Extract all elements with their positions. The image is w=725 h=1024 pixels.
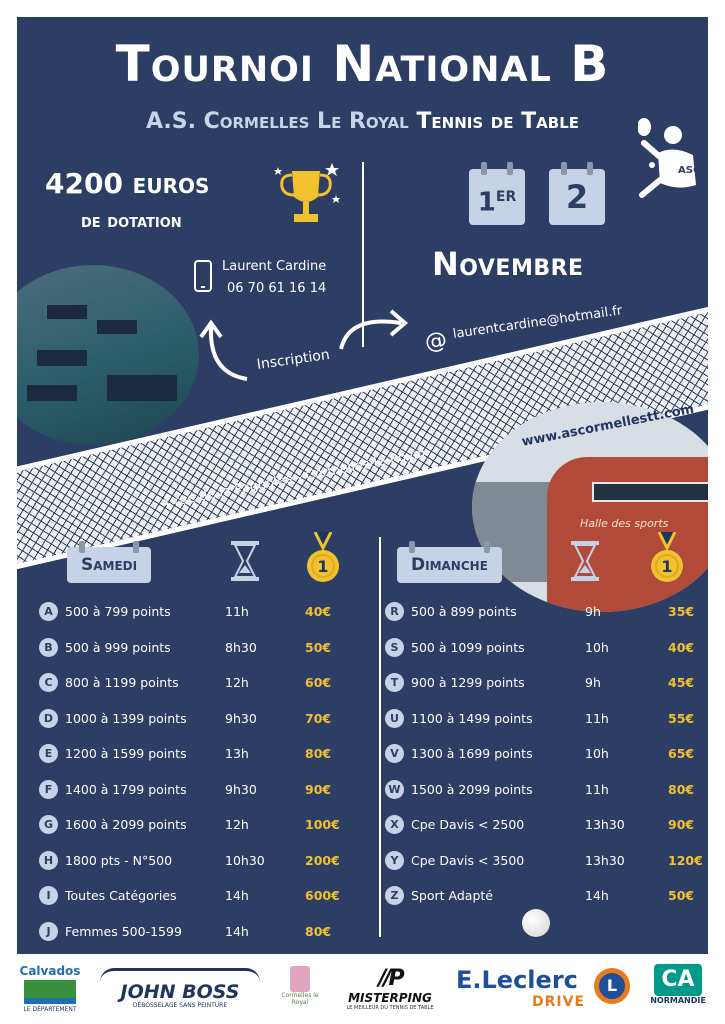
hourglass-icon xyxy=(229,540,261,582)
hourglass-icon xyxy=(569,540,601,582)
calvados-logo: Calvados LE DÉPARTEMENT xyxy=(19,964,81,1013)
page-title: Tournoi National B xyxy=(115,35,610,93)
gold-medal-icon xyxy=(649,532,685,588)
table-row: C 800 à 1199 points 12h 60€ xyxy=(39,670,359,706)
player-logo-text: ASC xyxy=(678,165,701,176)
hall-sign: Halle des sports xyxy=(580,517,669,530)
inscription-label: Inscription xyxy=(255,346,331,373)
club-name: A.S. Cormelles Le Royal xyxy=(145,109,409,134)
leclerc-drive-logo: E.Leclerc DRIVE L xyxy=(456,966,632,1010)
calendar-day-1: 1ER xyxy=(469,169,525,225)
misterping-logo: //P MISTERPING LE MEILLEUR DU TENNIS DE TABLE xyxy=(346,966,434,1011)
sport-name: Tennis de Table xyxy=(416,109,580,134)
table-row: A 500 à 799 points 11h 40€ xyxy=(39,599,359,635)
arrow-right-icon xyxy=(335,307,415,357)
sponsor-bar xyxy=(0,958,725,1024)
saturday-badge: Samedi xyxy=(67,547,151,583)
prize-label: de dotation xyxy=(81,210,182,232)
table-row: E 1200 à 1599 points 13h 80€ xyxy=(39,741,359,777)
table-row: Z Sport Adapté 14h 50€ xyxy=(385,883,705,919)
website-link[interactable]: www.ascormellestt.com xyxy=(520,401,696,450)
table-row: U 1100 à 1499 points 11h 55€ xyxy=(385,706,705,742)
table-row: Y Cpe Davis < 3500 13h30 120€ xyxy=(385,848,705,884)
table-row: R 500 à 899 points 9h 35€ xyxy=(385,599,705,635)
gym-photo xyxy=(17,265,199,445)
bottom-divider xyxy=(379,537,381,937)
venue-address: 4 rue de la Pagnolée - Cormelles-le-Royal xyxy=(160,446,427,512)
table-row: G 1600 à 2099 points 12h 100€ xyxy=(39,812,359,848)
sunday-schedule xyxy=(385,599,705,919)
credit-agricole-logo: CA NORMANDIE xyxy=(646,964,710,1005)
svg-text:1: 1 xyxy=(661,557,673,576)
contact-email[interactable]: laurentcardine@hotmail.fr xyxy=(451,303,624,342)
table-row: I Toutes Catégories 14h 600€ xyxy=(39,883,359,919)
phone-icon xyxy=(194,260,212,292)
table-row: X Cpe Davis < 2500 13h30 90€ xyxy=(385,812,705,848)
table-row: T 900 à 1299 points 9h 45€ xyxy=(385,670,705,706)
prize-amount: 4200 euros xyxy=(45,167,210,200)
poster xyxy=(17,17,708,954)
ping-pong-ball-icon xyxy=(522,909,550,937)
table-row: B 500 à 999 points 8h30 50€ xyxy=(39,635,359,671)
svg-text:1: 1 xyxy=(317,557,329,576)
table-row: V 1300 à 1699 points 10h 65€ xyxy=(385,741,705,777)
ping-pong-player-icon xyxy=(638,105,708,205)
table-row: S 500 à 1099 points 10h 40€ xyxy=(385,635,705,671)
trophy-icon xyxy=(272,157,342,237)
saturday-schedule xyxy=(39,599,359,954)
arrow-up-icon xyxy=(197,317,257,387)
sunday-badge: Dimanche xyxy=(397,547,502,583)
gold-medal-icon xyxy=(305,532,341,588)
table-row: H 1800 pts - N°500 10h30 200€ xyxy=(39,848,359,884)
table-row: F 1400 à 1799 points 9h30 90€ xyxy=(39,777,359,813)
subtitle xyxy=(17,109,708,134)
john-boss-logo: JOHN BOSS DÉBOSSELAGE SANS PEINTURE xyxy=(100,968,260,1009)
at-icon: @ xyxy=(423,327,449,356)
contact-name: Laurent Cardine xyxy=(222,259,327,274)
table-row: W 1500 à 2099 points 11h 80€ xyxy=(385,777,705,813)
month-label: Novembre xyxy=(432,245,584,283)
calendar-day-2: 2 xyxy=(549,169,605,225)
contact-phone: 06 70 61 16 14 xyxy=(227,281,327,296)
table-row: D 1000 à 1399 points 9h30 70€ xyxy=(39,706,359,742)
table-row: J Femmes 500-1599 14h 80€ xyxy=(39,919,359,955)
cormelles-logo: Cormelles le Royal xyxy=(280,966,320,1006)
